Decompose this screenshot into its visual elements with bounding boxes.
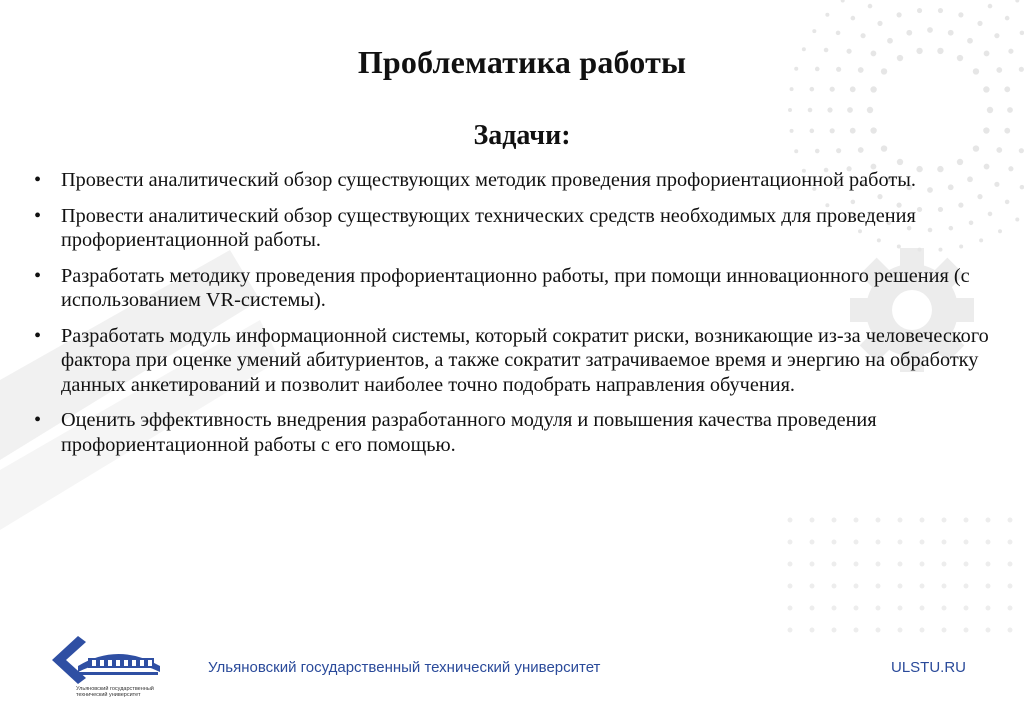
- decor-dot: [927, 27, 933, 33]
- decor-dot: [898, 606, 903, 611]
- decor-dot: [986, 606, 991, 611]
- bullet-icon: •: [34, 264, 42, 287]
- decor-dot: [810, 628, 815, 633]
- decor-dot: [958, 12, 963, 17]
- decor-dot: [832, 518, 837, 523]
- decor-dot: [887, 38, 893, 44]
- decor-dot: [841, 0, 845, 3]
- decor-dot: [1008, 166, 1013, 171]
- footer-university: Ульяновский государственный технический университет: [208, 659, 601, 676]
- decor-dot: [1008, 584, 1013, 589]
- decor-dot: [788, 540, 793, 545]
- decor-dot: [964, 518, 969, 523]
- decor-dot: [942, 606, 947, 611]
- decor-dot: [876, 628, 881, 633]
- decor-dot: [854, 584, 859, 589]
- decor-dot: [788, 562, 793, 567]
- decor-dot: [897, 159, 903, 165]
- decor-dot: [986, 540, 991, 545]
- decor-dot: [920, 628, 925, 633]
- decor-dot: [854, 628, 859, 633]
- decor-dot: [986, 628, 991, 633]
- decor-dot: [1005, 200, 1010, 205]
- decor-dot: [920, 562, 925, 567]
- decor-dot: [870, 86, 876, 92]
- decor-dot: [942, 540, 947, 545]
- decor-dot: [832, 584, 837, 589]
- decor-dot: [1020, 185, 1024, 190]
- decor-dot: [788, 584, 793, 589]
- decor-dot: [832, 540, 837, 545]
- decor-dot: [850, 86, 856, 92]
- decor-dot: [810, 606, 815, 611]
- decor-dot: [860, 33, 865, 38]
- list-item: [34, 324, 994, 398]
- decor-dot: [998, 229, 1002, 233]
- decor-dot: [1005, 16, 1010, 21]
- decor-dot: [896, 12, 901, 17]
- decor-dot: [964, 584, 969, 589]
- decor-dot: [876, 606, 881, 611]
- decor-dot: [898, 540, 903, 545]
- task-list: [34, 168, 994, 468]
- decor-dot: [876, 584, 881, 589]
- decor-dot: [920, 518, 925, 523]
- decor-dot: [906, 30, 912, 36]
- bullet-icon: •: [34, 324, 42, 347]
- decor-dot: [964, 606, 969, 611]
- task-text: Оценить эффективность внедрения разработанного модуля и повышения качества проведения профориентационной работы с его помощью.: [61, 409, 877, 456]
- decor-dot: [964, 628, 969, 633]
- decor-dot: [836, 31, 841, 36]
- decor-dot: [898, 584, 903, 589]
- decor-dot: [810, 87, 815, 92]
- decor-dot: [867, 107, 873, 113]
- decor-dot: [1008, 518, 1013, 523]
- decor-dot: [988, 4, 993, 9]
- decor-dot: [986, 562, 991, 567]
- decor-dot: [957, 159, 963, 165]
- decor-dot: [830, 87, 835, 92]
- decor-dot: [977, 21, 982, 26]
- decor-dot: [832, 628, 837, 633]
- decor-dot: [868, 4, 873, 9]
- decor-dot: [825, 13, 829, 17]
- decor-dot: [876, 540, 881, 545]
- decor-dot: [964, 562, 969, 567]
- decor-dot: [812, 29, 816, 33]
- decor-dot: [994, 33, 999, 38]
- decor-dot: [1008, 562, 1013, 567]
- decor-dot: [1015, 217, 1019, 221]
- decor-dot: [827, 107, 832, 112]
- bullet-icon: •: [34, 204, 42, 227]
- decor-dot: [788, 606, 793, 611]
- decor-dot: [1008, 628, 1013, 633]
- decor-dot: [788, 108, 792, 112]
- decor-dot: [876, 518, 881, 523]
- bullet-icon: •: [34, 409, 42, 431]
- decor-dot: [917, 8, 922, 13]
- decor-dot: [942, 628, 947, 633]
- decor-dot: [920, 584, 925, 589]
- decor-dot: [810, 518, 815, 523]
- list-item: [34, 168, 994, 193]
- decor-dot: [967, 38, 973, 44]
- bullet-icon: •: [34, 169, 42, 191]
- decor-dot: [986, 518, 991, 523]
- task-text: Провести аналитический обзор существующих методик проведения профориентационной работы.: [61, 169, 916, 191]
- decor-dot: [847, 107, 853, 113]
- decor-dot: [832, 606, 837, 611]
- decor-dot: [810, 540, 815, 545]
- decor-dot: [788, 628, 793, 633]
- decor-dot: [854, 518, 859, 523]
- slide-subtitle: Задачи:: [473, 120, 571, 151]
- task-text: Разработать методику проведения профориентационно работы, при помощи инновационного решения (с использованием VR-системы).: [61, 264, 970, 311]
- decor-dot: [810, 584, 815, 589]
- decor-dot: [920, 540, 925, 545]
- decor-dot: [854, 606, 859, 611]
- decor-dot: [832, 562, 837, 567]
- decor-dot: [810, 562, 815, 567]
- decor-dot: [1004, 86, 1010, 92]
- decor-dot: [942, 584, 947, 589]
- decor-dot: [898, 562, 903, 567]
- decor-dot: [1015, 0, 1019, 3]
- decor-dot: [1008, 540, 1013, 545]
- decor-dot: [877, 21, 882, 26]
- slide-title: Проблематика работы: [357, 44, 687, 80]
- decor-dot: [851, 16, 856, 21]
- decor-dot: [898, 628, 903, 633]
- decor-dot: [854, 562, 859, 567]
- decor-dot: [986, 584, 991, 589]
- list-item: [34, 408, 994, 457]
- footer-url-link[interactable]: ULSTU.RU: [890, 659, 966, 676]
- decor-dot: [898, 518, 903, 523]
- list-item: [34, 264, 994, 313]
- decor-dot: [983, 86, 989, 92]
- decor-dot: [920, 606, 925, 611]
- decor-dot: [1020, 31, 1024, 36]
- decor-dot: [790, 87, 794, 91]
- decor-dot: [948, 30, 954, 36]
- task-text: Разработать модуль информационной системы, который сократит риски, возникающие из-за человеческого фактора при оценке умений абитуриентов, а также сократит затрачиваемое время и энергию на обработку данных анкетирований и позволит наиболее точно подобрать направления обучения.: [61, 324, 989, 396]
- decor-dot: [1008, 606, 1013, 611]
- task-text: Провести аналитический обзор существующих технических средств необходимых для проведения профориентационной работы.: [61, 204, 916, 251]
- decor-dot: [942, 562, 947, 567]
- list-item: [34, 204, 994, 253]
- decor-dot: [987, 107, 993, 113]
- decor-dot: [854, 540, 859, 545]
- decor-dot: [808, 108, 813, 113]
- decor-dot: [994, 182, 999, 187]
- decor-dot: [1007, 107, 1013, 113]
- logo-caption: Ульяновский государственный технический университет: [76, 686, 154, 698]
- decor-dot: [964, 540, 969, 545]
- decor-dot: [938, 8, 943, 13]
- decor-dot: [788, 518, 793, 523]
- decor-dot: [942, 518, 947, 523]
- decor-dot: [876, 562, 881, 567]
